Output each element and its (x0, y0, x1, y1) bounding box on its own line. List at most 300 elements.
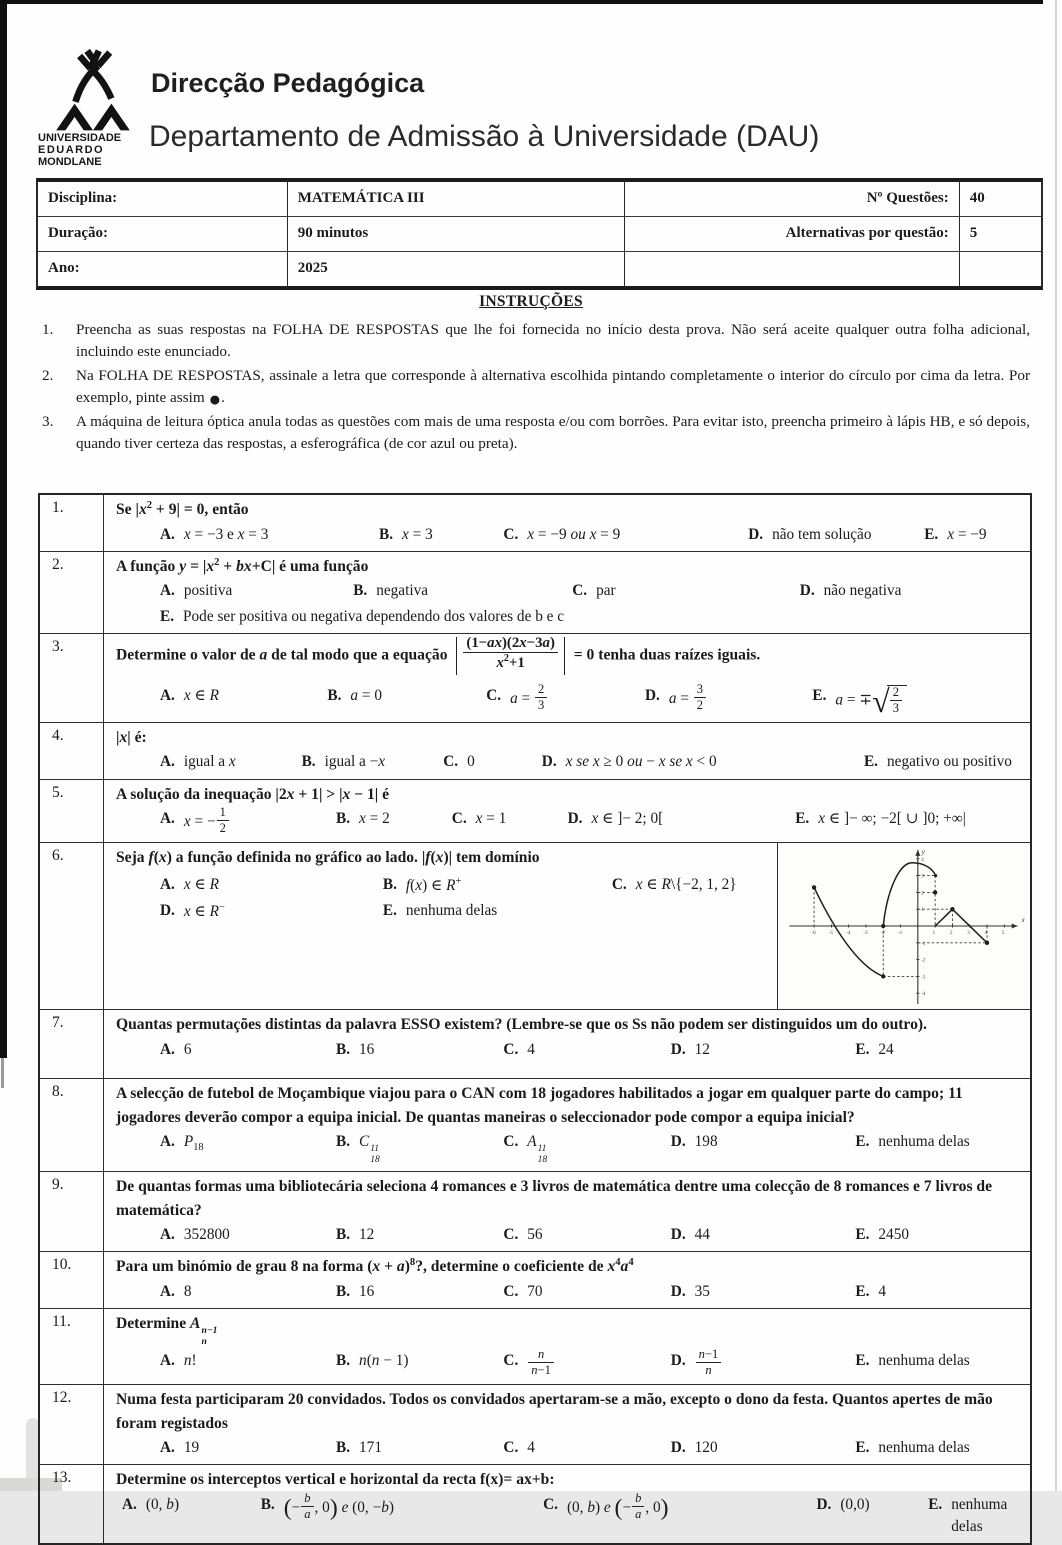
option-text: 44 (694, 1226, 710, 1244)
option-letter: C. (503, 1282, 519, 1300)
question-stem: Numa festa participaram 20 convidados. Todos os convidados apertaram-se a mão, excepto o dono da festa. Quantos apertes de mão foram registados (116, 1391, 993, 1432)
info-cell-empty2 (959, 251, 1041, 286)
info-label-num-questoes: Nº Questões: (624, 182, 959, 216)
option-e (795, 808, 1036, 830)
option-text: (− $\frac{b}{a}$ , 0) e (0, −b) (283, 1490, 394, 1521)
option-letter: A. (160, 875, 175, 893)
option-text: C 11 18 (359, 1133, 380, 1165)
option-letter: D. (644, 686, 660, 704)
question-options (116, 805, 1020, 837)
scan-artifact-left-fade (1, 1058, 4, 1088)
option-d (671, 1131, 852, 1153)
option-text: igual a −x (324, 753, 386, 771)
question-number: 5. (40, 780, 104, 843)
option-text: $\frac{n}{n-1}$ (527, 1350, 555, 1379)
option-a (160, 1224, 332, 1246)
option-letter: A. (160, 582, 175, 600)
graph-curve (811, 863, 987, 977)
option-a (160, 1437, 332, 1459)
instruction-number: 2. (42, 367, 54, 385)
option-e (383, 900, 608, 922)
option-letter: A. (160, 753, 175, 771)
svg-text:1: 1 (932, 931, 936, 937)
option-letter: D. (670, 1040, 686, 1058)
option-letter: E. (382, 902, 397, 919)
question-options (116, 1224, 1020, 1246)
option-c (572, 580, 796, 602)
option-text: nenhuma delas (878, 1352, 970, 1370)
option-e (855, 1281, 1036, 1303)
question-number: 13. (40, 1465, 104, 1543)
instruction-item (38, 319, 1030, 362)
question-number: 3. (40, 634, 104, 722)
option-letter: E. (928, 1495, 943, 1513)
option-text: 16 (359, 1282, 375, 1300)
option-a (160, 1350, 332, 1372)
option-text: a = $\frac{3}{2}$ (669, 685, 707, 714)
option-letter: A. (160, 525, 175, 543)
option-letter: B. (327, 686, 342, 704)
svg-text:-4: -4 (846, 931, 851, 937)
option-d (568, 808, 792, 830)
option-letter: D. (670, 1352, 686, 1370)
option-letter: D. (670, 1226, 686, 1244)
option-letter: D. (160, 902, 175, 919)
option-e (928, 1494, 1036, 1538)
svg-text:-3: -3 (921, 975, 926, 981)
option-b (336, 1437, 499, 1459)
svg-text:-5: -5 (828, 931, 834, 937)
option-d (542, 751, 860, 773)
instructions-list (38, 319, 1030, 457)
info-cell-empty1 (624, 251, 959, 286)
option-letter: B. (336, 1352, 351, 1370)
option-letter: C. (543, 1495, 558, 1513)
question-number: 8. (40, 1079, 104, 1171)
option-letter: B. (336, 1040, 351, 1058)
option-text: 171 (359, 1439, 382, 1457)
svg-text:2: 2 (949, 931, 953, 937)
question-options (116, 1039, 1020, 1061)
question-row (40, 1464, 1030, 1543)
option-letter: C. (503, 1040, 519, 1058)
option-text: n(n − 1) (359, 1352, 409, 1370)
svg-text:-6: -6 (811, 931, 816, 937)
option-letter: A. (160, 810, 175, 827)
option-text: a = ∓ √ 2 3 (835, 685, 907, 717)
option-letter: C. (611, 875, 627, 893)
question-content (104, 552, 1030, 633)
option-text: 2450 (878, 1226, 909, 1244)
option-letter: A. (160, 1352, 175, 1370)
option-d (671, 1224, 852, 1246)
option-letter: B. (260, 1495, 275, 1513)
svg-text:4: 4 (984, 931, 987, 937)
option-letter: C. (503, 1352, 519, 1370)
option-a (160, 751, 298, 773)
question-options (116, 580, 1020, 627)
option-d (160, 900, 379, 923)
option-text: x = 3 (402, 525, 433, 543)
option-letter: E. (863, 753, 878, 771)
option-text: 16 (359, 1040, 375, 1058)
option-letter: E. (855, 1439, 870, 1457)
svg-text:-1: -1 (898, 931, 903, 937)
option-c (486, 681, 641, 714)
option-text: 4 (527, 1040, 535, 1058)
question-number: 7. (40, 1010, 104, 1078)
question-content (104, 1465, 1030, 1543)
option-text: 70 (527, 1282, 543, 1300)
option-a (122, 1494, 257, 1516)
option-b (336, 1224, 499, 1246)
svg-text:-2: -2 (921, 958, 926, 964)
scan-artifact-left (0, 0, 7, 1058)
option-a (160, 1131, 332, 1155)
option-letter: B. (382, 875, 397, 893)
info-label-disciplina: Disciplina: (48, 190, 118, 206)
svg-text:-4: -4 (921, 992, 926, 998)
option-text: x se x ≥ 0 ou − x se x < 0 (565, 753, 717, 771)
logo-text-line2: EDUARDO (38, 143, 105, 156)
option-text: 35 (694, 1282, 710, 1300)
option-text: (0, b) (145, 1495, 180, 1513)
question-row (40, 1308, 1030, 1384)
option-letter: B. (301, 753, 316, 771)
option-e (855, 1039, 1036, 1061)
option-letter: B. (336, 1133, 351, 1151)
svg-text:5: 5 (1001, 931, 1005, 937)
question-number: 9. (40, 1172, 104, 1251)
question-number: 6. (40, 843, 104, 1009)
instruction-number: 3. (42, 413, 54, 431)
question-stem: Seja f(x) a função definida no gráfico ao lado. |f(x)| tem domínio (116, 849, 540, 867)
question-number: 12. (40, 1385, 104, 1464)
question-options (116, 1490, 1020, 1538)
question-content (104, 843, 1030, 1009)
question-stem: A selecção de futebol de Moçambique viajou para o CAN com 18 jogadores habilitados a jogar em qualquer parte do campo; 11 jogadores deverão compor a equipa inicial. De quantas maneiras o seleccionador pode compor a equipa inicial? (116, 1085, 963, 1126)
instruction-text: A máquina de leitura óptica anula todas as questões com mais de uma resposta e/ou com borrões. Para evitar isto, preencha primeiro à lápis HB, e só depois, quando tiver certeza das respostas, a esferográfica (de cor azul ou preta). (76, 413, 1030, 452)
option-text: 120 (694, 1439, 718, 1457)
option-b (353, 580, 568, 602)
question-number: 2. (40, 552, 104, 633)
option-letter: C. (503, 1133, 519, 1151)
scan-artifact-right (1055, 0, 1057, 1491)
option-text: não negativa (823, 582, 902, 600)
instruction-text: Preencha as suas respostas na FOLHA DE RESPOSTAS que lhe foi fornecida no início desta prova. Não será aceite qualquer outra folha adicional, incluindo este enunciado. (76, 321, 1030, 360)
option-a (160, 685, 323, 707)
question-number: 10. (40, 1252, 104, 1308)
option-letter: E. (855, 1133, 870, 1151)
svg-text:-3: -3 (863, 931, 868, 937)
info-value-alternativas: 5 (959, 216, 1041, 251)
option-c (452, 808, 564, 830)
info-label-alternativas: Alternativas por questão: (624, 216, 959, 251)
question-options (116, 681, 1020, 719)
option-text: 4 (527, 1439, 535, 1457)
option-text: f(x) ∈ R+ (405, 875, 462, 894)
y-axis-label: y (921, 849, 925, 857)
info-label-duracao: Duração: (38, 216, 287, 251)
option-e (855, 1131, 1036, 1153)
question-stem: Quantas permutações distintas da palavra ESSO existem? (Lembre-se que os Ss não podem ser distinguidos um do outro). (116, 1016, 927, 1034)
option-letter: B. (336, 1282, 351, 1300)
question-number: 4. (40, 723, 104, 779)
uem-logo-icon (46, 40, 140, 132)
option-text: x ∈ R (183, 875, 220, 893)
option-text: igual a x (183, 753, 236, 771)
option-letter: D. (541, 753, 557, 771)
svg-text:3: 3 (967, 931, 970, 937)
info-value-ano: 2025 (287, 251, 624, 286)
question-content (104, 1079, 1030, 1171)
question-stem: A solução da inequação |2x + 1| > |x − 1| é (116, 785, 390, 803)
option-e (160, 606, 1032, 628)
option-letter: A. (160, 1040, 175, 1058)
option-letter: D. (670, 1439, 686, 1457)
header-title-line1: Direcção Pedagógica (151, 68, 425, 98)
question-row (40, 1251, 1030, 1308)
option-text: negativa (376, 582, 429, 600)
option-letter: B. (336, 1226, 351, 1244)
question-row (40, 633, 1030, 722)
info-value-duracao: 90 minutos (287, 216, 624, 251)
option-b (336, 808, 448, 830)
question-options (116, 874, 768, 924)
option-letter: A. (160, 1226, 175, 1244)
header-title-line2: Departamento de Admissão à Universidade (DAU) (149, 120, 820, 153)
scan-artifact-top (0, 0, 1043, 4)
option-text: 12 (694, 1040, 710, 1058)
option-text: par (596, 582, 616, 600)
option-letter: B. (336, 810, 351, 827)
question-content (104, 634, 1030, 722)
logo-text-line1: UNIVERSIDADE (38, 132, 122, 144)
instruction-item (38, 365, 1030, 411)
option-b (336, 1281, 499, 1303)
option-text: nenhuma delas (405, 902, 498, 919)
question-options (116, 1281, 1020, 1303)
option-text: x = 1 (475, 810, 507, 827)
instruction-item (38, 411, 1030, 454)
option-d (671, 1281, 852, 1303)
question-content (104, 1252, 1030, 1308)
option-letter: C. (572, 582, 588, 600)
option-letter: D. (670, 1133, 686, 1151)
option-text: 4 (878, 1282, 887, 1300)
question-options (116, 524, 1020, 546)
option-a (160, 1039, 332, 1061)
option-a (160, 874, 379, 896)
option-letter: D. (670, 1282, 686, 1300)
svg-text:1: 1 (921, 908, 924, 914)
option-text: negativo ou positivo (887, 753, 1012, 771)
logo-text (38, 133, 148, 169)
question-row (40, 722, 1030, 779)
option-d (671, 1039, 852, 1061)
option-b (336, 1131, 499, 1165)
option-text: 8 (183, 1282, 192, 1300)
option-text: 352800 (183, 1226, 230, 1244)
info-value-disciplina: MATEMÁTICA III (287, 182, 624, 216)
option-letter: C. (503, 525, 519, 543)
option-text: x ∈ ]− ∞; −2[ ∪ ]0; +∞| (818, 810, 966, 827)
option-text: x = − $\frac{1}{2}$ (184, 808, 230, 837)
option-text: n! (183, 1352, 197, 1370)
question-stem: |x| é: (116, 729, 147, 747)
option-a (160, 580, 349, 602)
option-text: positiva (183, 582, 233, 600)
option-letter: E. (160, 607, 175, 625)
option-e (924, 524, 1036, 546)
option-letter: E. (795, 810, 810, 827)
option-letter: A. (160, 1439, 175, 1457)
option-b (336, 1350, 499, 1372)
option-c (503, 1039, 666, 1061)
question-stem: Determine A n−1 n (116, 1315, 218, 1348)
instruction-text: Na FOLHA DE RESPOSTAS, assinale a letra que corresponde à alternativa escolhida pintando completamente o interior do círculo por cima da letra. Por exemplo, pinte assim ●. (76, 367, 1030, 411)
svg-text:-1: -1 (921, 942, 926, 948)
exam-info-table (36, 178, 1043, 290)
question-options (116, 751, 1020, 773)
graph-box (777, 843, 1030, 1009)
question-content (104, 1385, 1030, 1464)
option-text: 6 (183, 1040, 192, 1058)
instruction-number: 1. (42, 321, 54, 338)
option-letter: E. (855, 1282, 870, 1300)
option-letter: E. (855, 1226, 870, 1244)
question-row (40, 1384, 1030, 1464)
option-text: x = 2 (359, 810, 390, 827)
option-text: x ∈ R (183, 686, 220, 704)
option-text: x ∈ ]− 2; 0[ (591, 810, 664, 827)
option-b (336, 1039, 499, 1061)
option-e (864, 751, 1036, 773)
option-text: 19 (183, 1439, 200, 1457)
option-text: x = −9 ou x = 9 (527, 525, 621, 543)
question-options (116, 1347, 1020, 1379)
option-c (503, 1224, 666, 1246)
option-letter: D. (748, 525, 764, 543)
option-c (503, 524, 744, 546)
option-text: A 11 18 (527, 1133, 548, 1165)
question-row (40, 1009, 1030, 1078)
option-text: 0 (467, 753, 475, 771)
question-stem: Determine o valor de a de tal modo que a equação (1−ax)(2x−3a) $x^2+1$ = 0 tenha duas raízes iguais. (116, 637, 1020, 675)
option-letter: A. (122, 1495, 137, 1513)
option-text: a = 0 (350, 686, 383, 704)
question-stem: De quantas formas uma bibliotecária seleciona 4 romances e 3 livros de matemática dentre uma colecção de 8 romances e 7 livros de matemática? (116, 1178, 993, 1219)
option-text: (0, b) e (− $\frac{b}{a}$ , 0) (566, 1490, 669, 1521)
option-text: nenhuma delas (878, 1439, 970, 1457)
question-content (104, 780, 1030, 843)
option-letter: A. (160, 1282, 175, 1300)
option-text: 198 (694, 1133, 718, 1151)
option-letter: C. (503, 1439, 519, 1457)
x-axis-label: x (1021, 917, 1025, 925)
option-letter: D. (816, 1495, 832, 1513)
svg-text:3: 3 (921, 874, 924, 880)
svg-text:2: 2 (921, 891, 924, 897)
option-text: x = −9 (947, 525, 987, 543)
option-a (160, 524, 375, 546)
question-stem: A função $y = |x^2 + bx+C|$ é uma função (116, 556, 369, 575)
logo-text-line3: MONDLANE (38, 155, 102, 168)
option-text: 12 (359, 1226, 375, 1244)
option-d (816, 1494, 924, 1516)
option-letter: C. (503, 1226, 519, 1244)
option-text: Pode ser positiva ou negativa dependendo dos valores de b e c (183, 607, 565, 625)
option-e (855, 1437, 1036, 1459)
option-letter: C. (486, 686, 502, 704)
option-d (671, 1437, 852, 1459)
option-a (160, 1281, 332, 1303)
option-letter: A. (160, 686, 175, 704)
option-c (503, 1281, 666, 1303)
svg-text:4: 4 (921, 858, 924, 864)
option-text: (0,0) (840, 1495, 870, 1513)
question-row (40, 1078, 1030, 1171)
option-text: $P_{18}$ (183, 1133, 204, 1154)
question-row (40, 1171, 1030, 1251)
option-c (612, 874, 776, 896)
option-text: x = −3 e x = 3 (183, 525, 269, 543)
option-c (543, 1490, 812, 1523)
option-text: x ∈ R\{−2, 1, 2} (635, 875, 737, 893)
option-text: não tem solução (772, 525, 872, 543)
info-value-num-questoes: 40 (959, 182, 1041, 216)
option-text: 24 (878, 1040, 894, 1058)
option-c (503, 1347, 666, 1379)
option-a (160, 805, 332, 837)
option-e (812, 682, 1036, 719)
option-c (443, 751, 538, 773)
question-row (40, 842, 1030, 1009)
option-letter: E. (812, 686, 827, 704)
option-c (503, 1437, 666, 1459)
question-stem: Se $|x^2 + 9| = 0$, então (116, 500, 249, 519)
option-text: x ∈ R− (183, 902, 225, 921)
question-stem: Para um binómio de grau 8 na forma $(x + a)^8$?, determine o coeficiente de $x^4a^4$ (116, 1257, 634, 1276)
option-letter: D. (567, 810, 583, 827)
option-letter: C. (451, 810, 467, 827)
question-options (116, 1437, 1020, 1459)
option-b (379, 524, 499, 546)
svg-text:-2: -2 (880, 931, 885, 937)
option-e (855, 1224, 1036, 1246)
function-graph (778, 843, 1030, 1009)
option-text: a = $\frac{2}{3}$ (510, 685, 548, 714)
option-letter: C. (443, 753, 459, 771)
question-content (104, 495, 1030, 551)
question-content (104, 723, 1030, 779)
question-stem: Determine os interceptos vertical e horizontal da recta f(x)= ax+b: (116, 1471, 555, 1489)
question-number: 1. (40, 495, 104, 551)
option-text: nenhuma delas (951, 1495, 1008, 1535)
option-letter: E. (855, 1040, 870, 1058)
option-letter: D. (799, 582, 815, 600)
question-options (116, 1131, 1020, 1165)
option-letter: A. (160, 1133, 175, 1151)
option-text: 56 (527, 1226, 543, 1244)
question-content (104, 1172, 1030, 1251)
question-number: 11. (40, 1309, 104, 1384)
option-b (302, 751, 440, 773)
option-c (503, 1131, 666, 1165)
option-letter: B. (336, 1439, 351, 1457)
option-d (644, 681, 808, 714)
option-b (260, 1490, 539, 1523)
